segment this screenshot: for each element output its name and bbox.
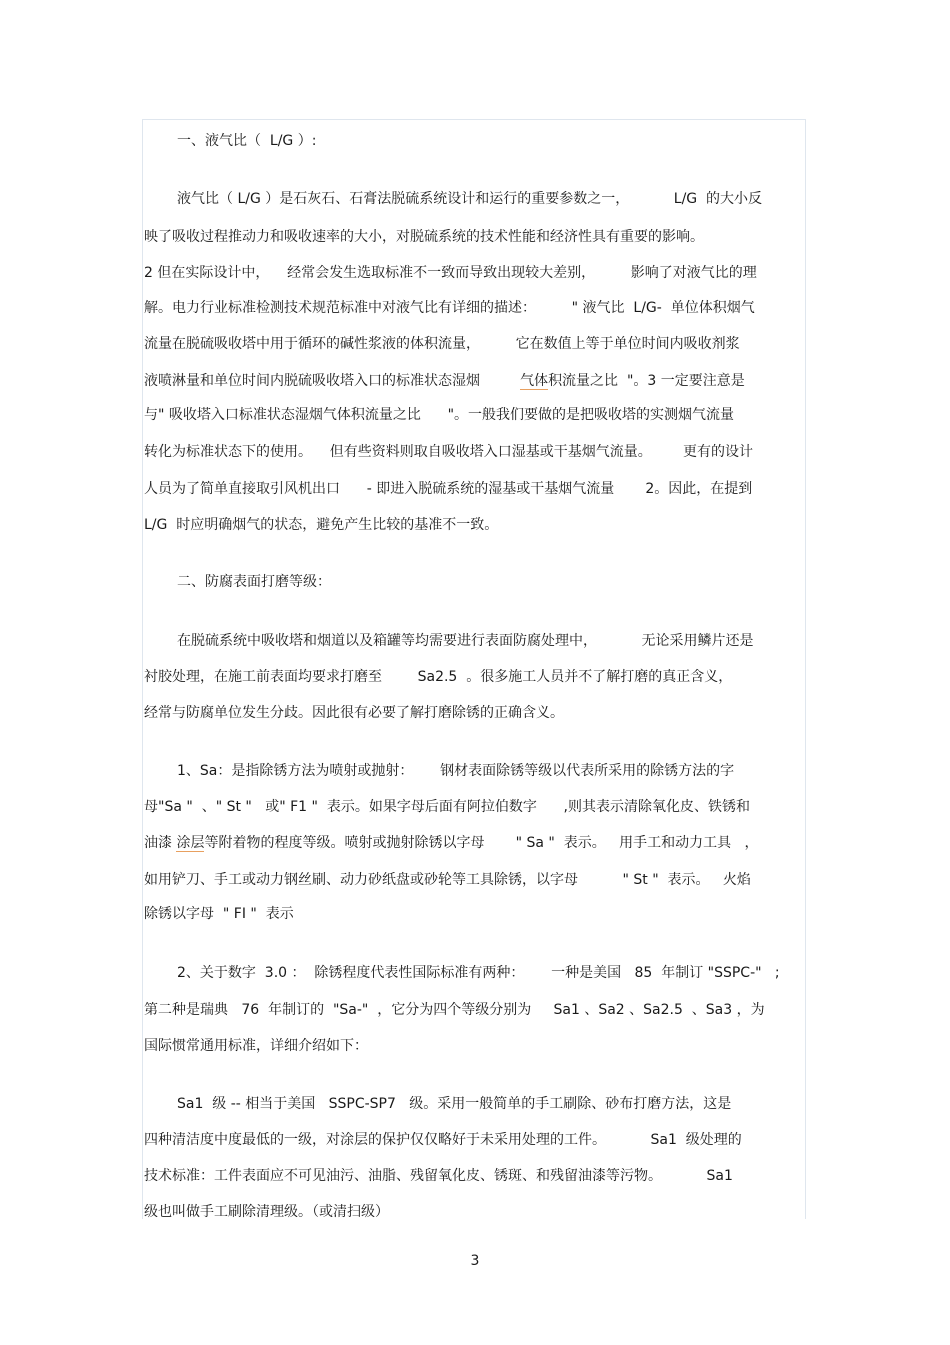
page-number: 3	[470, 1253, 480, 1269]
text-line	[144, 834, 804, 852]
text-line: 国际惯常通用标准，详细介绍如下：	[144, 1038, 368, 1054]
text-line: 如用铲刀、手工或动力钢丝刷、动力砂纸盘或砂轮等工具除锈，以字母 " St " 表示。 火焰	[144, 872, 751, 888]
text-line: 与" 吸收塔入口标准状态湿烟气体积流量之比 "。一般我们要做的是把吸收塔的实测烟气流量	[144, 407, 735, 423]
text-line: 液气比（ L/G ）是石灰石、石膏法脱硫系统设计和运行的重要参数之一， L/G 的大小反	[177, 191, 763, 207]
text-line: Sa1 级 -- 相当于美国 SSPC-SP7 级。采用一般简单的手工刷除、砂布打磨方法，这是	[177, 1096, 732, 1112]
text-line: 转化为标准状态下的使用。 但有些资料则取自吸收塔入口湿基或干基烟气流量。 更有的设计	[144, 444, 753, 460]
text-line: 在脱硫系统中吸收塔和烟道以及箱罐等均需要进行表面防腐处理中， 无论采用鳞片还是	[177, 633, 754, 649]
text-line: L/G 时应明确烟气的状态，避免产生比较的基准不一致。	[144, 517, 499, 533]
text-segment: 油漆	[144, 835, 177, 851]
text-line: 技术标准：工件表面应不可见油污、油脂、残留氧化皮、锈斑、和残留油漆等污物。 Sa1	[144, 1168, 733, 1184]
text-line: 1、Sa：是指除锈方法为喷射或抛射： 钢材表面除锈等级以代表所采用的除锈方法的字	[177, 763, 735, 779]
heading-surface-grinding: 二、防腐表面打磨等级：	[177, 574, 331, 590]
text-line: 级也叫做手工刷除清理级。（或清扫级）	[144, 1204, 389, 1220]
text-line: 除锈以字母 " FI " 表示	[144, 906, 294, 922]
text-segment: 积流量之比 "。3 一定要注意是	[548, 373, 745, 389]
text-line: 母"Sa " 、" St " 或" F1 " 表示。如果字母后面有阿拉伯数字 ,则其表示清除氧化皮、铁锈和	[144, 799, 750, 815]
text-line: 四种清洁度中度最低的一级，对涂层的保护仅仅略好于未采用处理的工件。 Sa1 级处理的	[144, 1132, 742, 1148]
text-line: 2、关于数字 3.0 ： 除锈程度代表性国际标准有两种： 一种是美国 85 年制订 "SSPC-" ;	[177, 965, 780, 981]
underlined-word-gas: 气体	[520, 373, 549, 389]
text-line: 流量在脱硫吸收塔中用于循环的碱性浆液的体积流量， 它在数值上等于单位时间内吸收剂浆	[144, 336, 740, 352]
heading-liquid-gas-ratio: 一、液气比（ L/G ）:	[177, 133, 317, 149]
text-line: 人员为了简单直接取引风机出口 - 即进入脱硫系统的湿基或干基烟气流量 2。因此，在提到	[144, 481, 753, 497]
text-line: 经常与防腐单位发生分歧。因此很有必要了解打磨除锈的正确含义。	[144, 705, 564, 721]
text-line	[144, 372, 804, 390]
text-line: 映了吸收过程推动力和吸收速率的大小，对脱硫系统的技术性能和经济性具有重要的影响。	[144, 229, 704, 245]
text-segment: 液喷淋量和单位时间内脱硫吸收塔入口的标准状态湿烟	[144, 373, 521, 389]
text-line: 2 但在实际设计中， 经常会发生选取标准不一致而导致出现较大差别， 影响了对液气比的理	[144, 265, 757, 281]
text-segment: 等附着物的程度等级。喷射或抛射除锈以字母 " Sa " 表示。 用手工和动力工具 ，	[204, 835, 759, 851]
text-line: 第二种是瑞典 76 年制订的 "Sa-" ，它分为四个等级分别为 Sa1 、Sa2 、Sa2.5 、Sa3 ，为	[144, 1002, 765, 1018]
text-line: 衬胶处理，在施工前表面均要求打磨至 Sa2.5 。很多施工人员并不了解打磨的真正含义，	[144, 669, 733, 685]
text-line: 解。电力行业标准检测技术规范标准中对液气比有详细的描述： " 液气比 L/G- 单位体积烟气	[144, 300, 755, 316]
underlined-word-coating: 涂层	[176, 835, 205, 851]
